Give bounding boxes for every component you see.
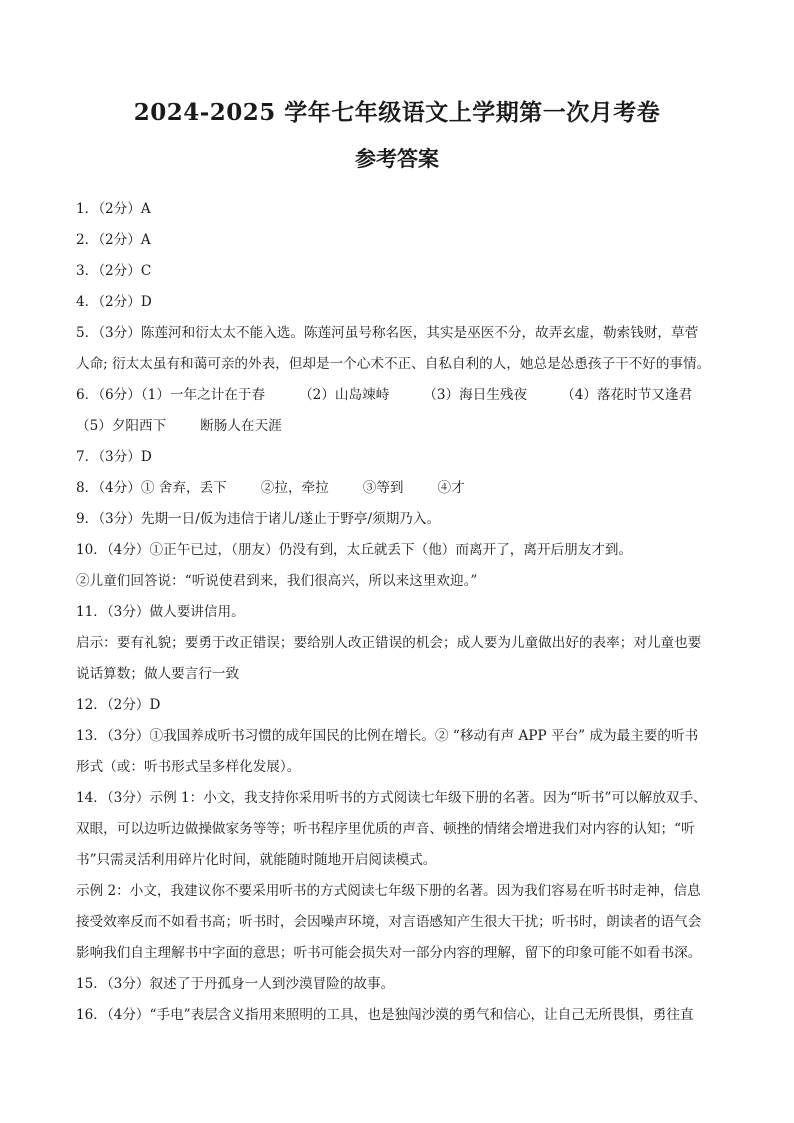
- answer-line-16: 16．（4分）“手电”表层含义指用来照明的工具，也是独闯沙漠的勇气和信心，让自己无所畏惧，勇往直: [76, 1007, 694, 1023]
- answer-list: [76, 194, 718, 1031]
- answer-line-14-example-2: 示例 2：小文，我建议你不要采用听书的方式阅读七年级下册的名著。因为我们容易在听书时走神，信息: [76, 883, 701, 899]
- answer-line-5: 5．（3分）陈莲河和衍太太不能入选。陈莲河虽号称名医，其实是巫医不分，故弄玄虚，勒索钱财，草菅: [76, 325, 699, 341]
- answer-line-4: 4．（2分）D: [76, 294, 152, 310]
- answer-line-2: 2．（2分）A: [76, 232, 151, 248]
- answer-6-part-2: （2）山岛竦峙: [299, 387, 390, 403]
- answer-6-part-5: （5）夕阳西下: [76, 418, 167, 434]
- answer-line-7: 7．（3分）D: [76, 449, 152, 465]
- answer-line-5-cont: 人命; 衍太太虽有和蔼可亲的外表，但却是一个心术不正、自私自利的人，她总是怂恿孩子干不好的事情。: [76, 356, 711, 372]
- answer-line-9: 9．（3分）先期一日/仮为违信于诸儿/遂止于野亭/须期乃入。: [76, 511, 441, 527]
- answer-8-part-4: ④才: [437, 480, 465, 496]
- answer-line-10-cont: ②儿童们回答说：“听说使君到来，我们很高兴，所以来这里欢迎。”: [76, 573, 478, 589]
- answer-line-12: 12．（2分）D: [76, 697, 161, 713]
- answer-line-11-cont-1: 启示：要有礼貌；要勇于改正错误；要给别人改正错误的机会；成人要为儿童做出好的表率；对儿童也要: [76, 635, 702, 651]
- answer-6-part-4: （4）落花时节又逢君: [561, 387, 693, 403]
- answer-8-part-1: 8．（4分）① 舍弃，丢下: [76, 480, 227, 496]
- answer-line-6-cont: [76, 411, 718, 442]
- page-subtitle: 参考答案: [355, 146, 439, 171]
- answer-line-8: [76, 473, 718, 504]
- answer-8-part-3: ③等到: [362, 480, 404, 496]
- answer-line-13-cont: 形式（或：听书形式呈多样化发展）。: [76, 759, 301, 775]
- answer-line-14-cont-4: 影响我们自主理解书中字面的意思；听书可能会损失对一部分内容的理解，留下的印象可能不如看书深。: [76, 945, 702, 961]
- answer-line-14-cont-3: 接受效率反而不如看书高；听书时，会因噪声环境，对言语感知产生很大干扰；听书时，朗读者的语气会: [76, 914, 702, 930]
- answer-line-10: 10．（4分）①正午已过，（朋友）仍没有到，太丘就丢下（他）而离开了，离开后朋友才到。: [76, 542, 633, 558]
- answer-line-14: 14．（3分）示例 1：小文，我支持你采用听书的方式阅读七年级下册的名著。因为“听书”可以解放双手、: [76, 790, 707, 806]
- answer-line-11-cont-2: 说话算数；做人要言行一致: [76, 666, 240, 682]
- answer-line-15: 15．（3分）叙述了于丹孤身一人到沙漠冒险的故事。: [76, 976, 395, 992]
- answer-line-14-cont-2: 书”只需灵活利用碎片化时间，就能随时随地开启阅读模式。: [76, 852, 437, 868]
- answer-line-1: 1．（2分）A: [76, 201, 151, 217]
- answer-6-part-1: 6．（6分）（1）一年之计在于春: [76, 387, 266, 403]
- page-title: 2024-2025 学年七年级语文上学期第一次月考卷: [133, 99, 661, 126]
- answer-line-14-cont-1: 双眼，可以边听边做操做家务等等；听书程序里优质的声音、顿挫的情绪会增进我们对内容的认知；“听: [76, 821, 695, 837]
- answer-6-part-5b: 断肠人在天涯: [200, 418, 282, 434]
- answer-line-6: [76, 380, 718, 411]
- answer-line-3: 3．（2分）C: [76, 263, 152, 279]
- answer-line-13: 13．（3分）①我国养成听书习惯的成年国民的比例在增长。② “移动有声 APP 平台” 成为最主要的听书: [76, 728, 699, 744]
- answer-line-11: 11．（3分）做人要讲信用。: [76, 604, 245, 620]
- answer-6-part-3: （3）海日生残夜: [423, 387, 528, 403]
- answer-8-part-2: ②拉，牵拉: [260, 480, 329, 496]
